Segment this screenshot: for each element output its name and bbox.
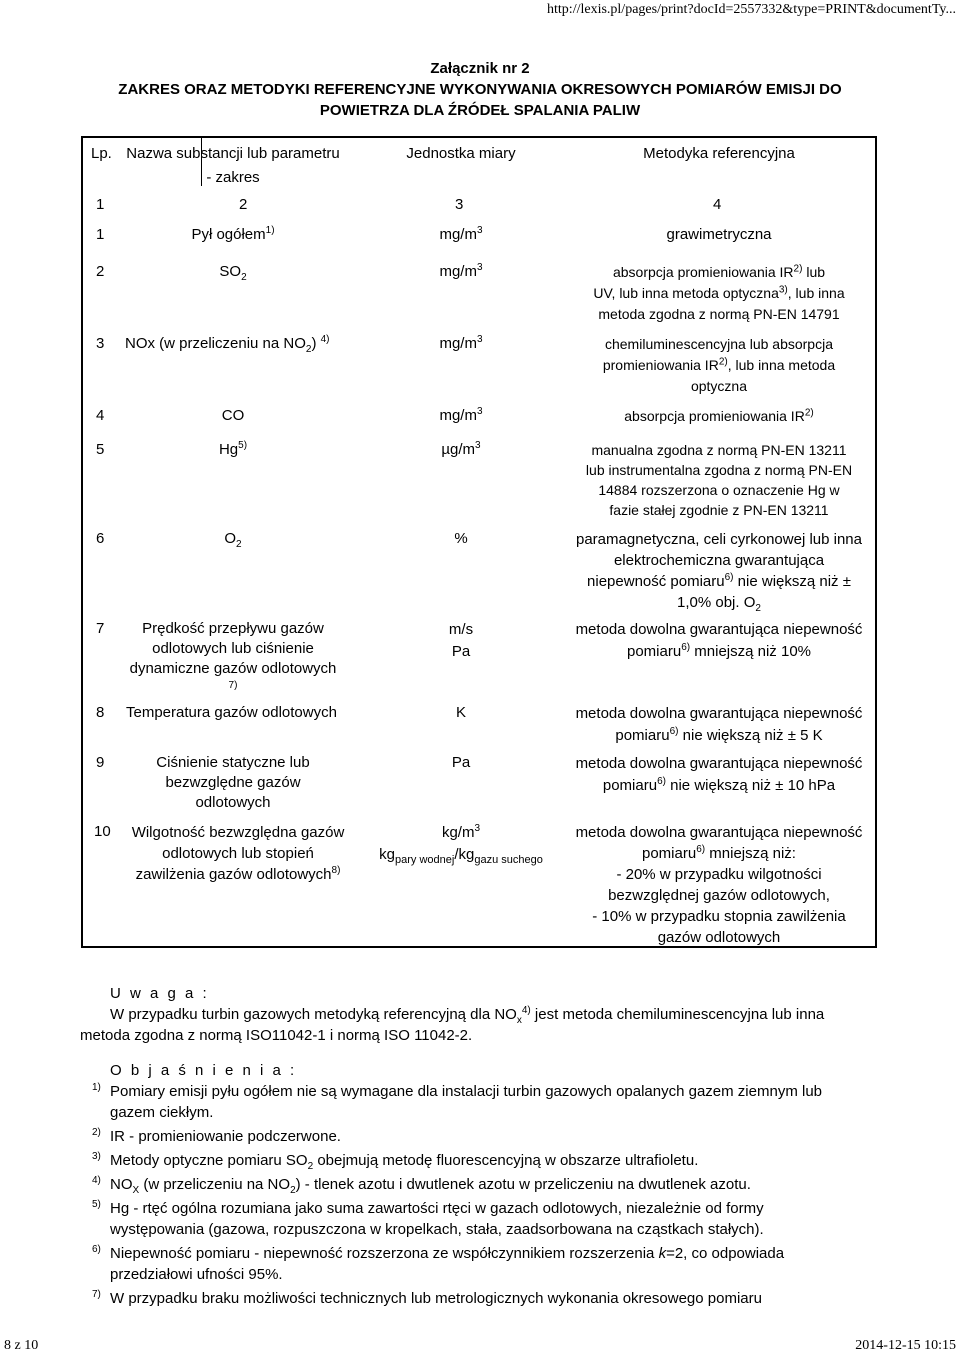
footnote-5: 5) Hg - rtęć ogólna rozumiana jako suma zawartości rtęci w gazach odlotowych, niezależnie od formy występowania (gazowa, rozpuszczona w kropelkach, stała, zaadsorbowana na cząstkach stałych). bbox=[92, 1199, 764, 1238]
col-number: 4 bbox=[713, 196, 722, 213]
header-lp: Lp. bbox=[91, 145, 112, 162]
uwaga-text: metoda zgodna z normą ISO11042-1 i normą ISO 11042-2. bbox=[80, 1027, 473, 1044]
reference-methods-table: Lp. Nazwa substancji lub parametru - zakres Jednostka miary Metodyka referencyjna 1 2 3 4 1 Pył ogółem$^{1)}$ $mg/m^3$ grawimetryczna 2 $SO_2$ $mg/m^3$ absorpcja promieniowania IR$^{2)}$ lub UV, lub inna metoda optyczna$^{3)}$, lub inna metoda zgodna z normą PN-EN 14791 3 NOx (w przeliczeniu na $NO_2$) $^{4)}$ $mg/m^3$ chemiluminescencyjna lub absorpcja promieniowania IR$^{2)}$, lub inna metoda optyczna 4 CO $mg/m^3$ absorpcja promieniowania IR$^{2)}$ 5 Hg$^{5)}$ $\mu g/m^3$ manualna zgodna z normą PN-EN 13211 lub instrumentalna zgodna z normą PN-EN 14884 rozszerzona o oznaczenie Hg w fazie stałej zgodnie z PN-EN 13211 6 $O_2$ % paramagnetyczna, celi cyrkonowej lub inna elektrochemiczna gwarantująca niepewność pomiaru$^{6)}$ nie większą niż ± 1,0% obj. $O_2$ 7 Prędkość przepływu gazów odlotowych lub ciśnienie dynamiczne gazów odlotowych 7) m/s Pa metoda dowolna gwarantująca niepewność pomiaru$^{6)}$ mniejszą niż 10% 8 Temperatura gazów odlotowych K metoda dowolna gwarantująca niepewność pomiaru$^{6)}$ nie większą niż ± 5 K 9 Ciśnienie statyczne lub bezwzględne gazów odlotowych Pa metoda dowolna gwarantująca niepewność pomiaru$^{6)}$ nie większą niż ± 10 hPa 10 Wilgotność bezwzględna gazów odlotowych lub stopień zawilżenia gazów odlotowych$^{8)}$ $kg/m^3$ $kg_{pary wodnej}/kg_{gazu suchego}$ metoda dowolna gwarantująca niepewność pomiaru$^{6)}$ mniejszą niż: - 20% w przypadku wilgotności bezwzględnej gazów odlotowych, - 10% w przypadku stopnia zawilżenia gazów odlotowych bbox=[81, 136, 877, 948]
title-line: POWIETRZA DLA ŹRÓDEŁ SPALANIA PALIW bbox=[319, 102, 641, 119]
header-method: Metodyka referencyjna bbox=[643, 145, 795, 162]
print-timestamp: 2014-12-15 10:15 bbox=[855, 1338, 956, 1353]
annex-number: Załącznik nr 2 bbox=[430, 60, 530, 77]
notes-section bbox=[80, 983, 880, 1309]
footnote-7: 7) W przypadku braku możliwości technicznych lub metrologicznych wykonania okresowego pomiaru bbox=[92, 1289, 762, 1307]
explanations-heading: O b j a ś n i e n i a : bbox=[110, 1062, 297, 1079]
header-name: Nazwa substancji lub parametru - zakres bbox=[126, 145, 340, 186]
header-unit: Jednostka miary bbox=[406, 145, 516, 162]
footnote-3: 3) Metody optyczne pomiaru $SO_2$ obejmują metodę fluorescencyjną w obszarze ultrafioletu. bbox=[92, 1151, 699, 1172]
page-number: 8 z 10 bbox=[4, 1338, 39, 1353]
print-url[interactable]: http://lexis.pl/pages/print?docId=2557332&type=PRINT&documentTy... bbox=[547, 2, 956, 17]
uwaga-heading: U w a g a : bbox=[110, 985, 210, 1002]
uwaga-text: W przypadku turbin gazowych metodyką referencyjną dla $NO_x^{4)}$ jest metoda chemiluminescencyjna lub inna bbox=[110, 1005, 825, 1026]
document-title bbox=[80, 58, 880, 121]
footnote-4: 4) $NO_X$ (w przeliczeniu na $NO_2$) - tlenek azotu i dwutlenek azotu w przeliczeniu na dwutlenek azotu. bbox=[92, 1175, 751, 1196]
footnote-6: 6) Niepewność pomiaru - niepewność rozszerzona ze współczynnikiem rozszerzenia k=2, co odpowiada przedziałowi ufności 95%. bbox=[92, 1244, 785, 1283]
col-number: 3 bbox=[455, 196, 464, 213]
footnote-2: 2) IR - promieniowanie podczerwone. bbox=[92, 1127, 341, 1145]
col-number: 2 bbox=[239, 196, 248, 213]
footnote-1: 1) Pomiary emisji pyłu ogółem nie są wymagane dla instalacji turbin gazowych opalanych gazem ziemnym lub gazem ciekłym. bbox=[92, 1082, 823, 1121]
title-line: ZAKRES ORAZ METODYKI REFERENCYJNE WYKONYWANIA OKRESOWYCH POMIARÓW EMISJI DO bbox=[118, 81, 842, 98]
col-number: 1 bbox=[96, 196, 105, 213]
